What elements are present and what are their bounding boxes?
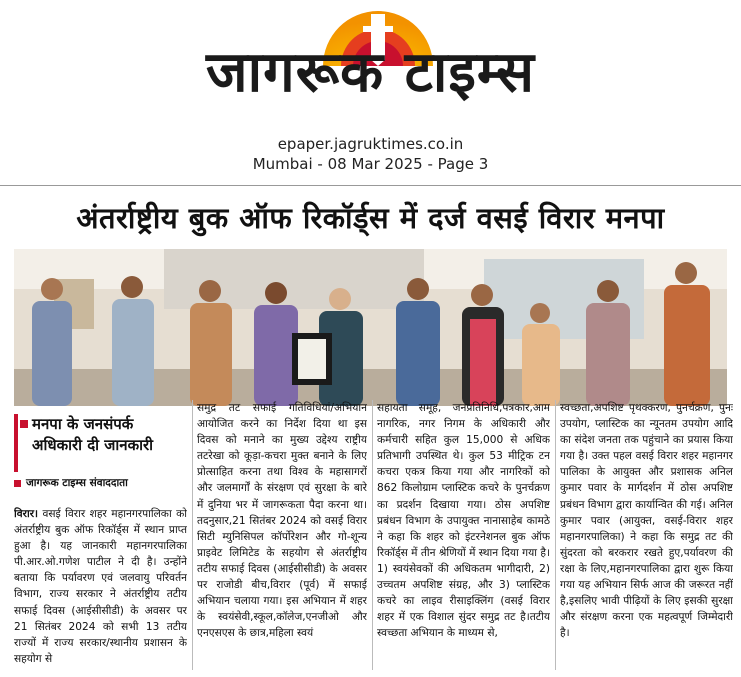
dateline: विरार। xyxy=(14,508,39,520)
byline-text: जागरूक टाइम्स संवाददाता xyxy=(26,477,128,489)
masthead xyxy=(0,0,741,185)
byline xyxy=(14,476,187,490)
column-divider xyxy=(372,400,373,670)
bullet-square-icon xyxy=(20,420,28,428)
article-column-1 xyxy=(14,506,187,677)
subheading xyxy=(32,414,192,456)
article-column-4: स्वच्छता,अपशिष्ट पृथक्करण, पुनर्चक्रण, पुनः उपयोग, प्लास्टिक का न्यूनतम उपयोग आदि का संदेश जनता तक पहुंचाने का प्रयास किया गया है। उक्त पहल वसई विरार शहर महानगर पालिका के आयुक्त और प्रशासक अनिल कुमार पवार के मार्गदर्शन में ठोस अपशिष्ट प्रबंधन विभाग द्वारा कार्यान्वित की गई। अनिल कुमार पवार (आयुक्त, वसई-विरार शहर महानगरपालिका) ने कहा कि समुद्र तट की सुंदरता को बरकरार रखते हुए,पर्यावरण की रक्षा के लिए,महानगरपालिका द्वारा शुरू किया गया यह अभियान सिर्फ आज की जरूरत नहीं है,इसलिए भावी पीढ़ियों के लिए इसकी सुरक्षा और संरक्षण करना एक महत्वपूर्ण जिम्मेदारी है। xyxy=(560,402,733,640)
article-column-2: समुद्र तट सफाई गतिविधियां/अभियान आयोजित करने का निर्देश दिया था इस दिवस को मनाने का मुख्य उद्देश्य राष्ट्रीय तटरेखा को कूड़ा-कचरा मुक्त बनाने के लिए प्रोत्साहित करना तथा विश्व के महासागरों और जलमार्गों के संरक्षण एवं सुरक्षा के बारे में दुनिया भर में जागरूकता पैदा करना था। तदनुसार,21 सितंबर 2024 को वसई विरार सिटी म्युनिसिपल कॉर्पोरेशन और गो-शून्य प्राइवेट लिमिटेड के सहयोग से अंतर्राष्ट्रीय तटीय सफाई दिवस (आईसीसीडी) के अवसर पर राजोडी बीच,विरार (पूर्व) में सफाई अभियान चलाया गया। इस अभियान में शहर के स्वयंसेवी,स्कूल,कॉलेज,एनजीओ और एनएसएस के छात्र,महिला स्वयं xyxy=(197,402,367,640)
bullet-square-icon xyxy=(14,480,21,487)
divider xyxy=(0,185,741,186)
group-photo xyxy=(14,249,727,406)
subheading-line-1: मनपा के जनसंपर्क xyxy=(32,415,134,433)
column-divider xyxy=(555,400,556,670)
sidebar-highlight-box xyxy=(14,414,191,472)
article-column-3: सहायता समूह, जनप्रतिनिधि,पत्रकार,आम नागरिक, नगर निगम के अधिकारी और कर्मचारी सहित कुल 15,000 से अधिक प्रतिभागी उपस्थित थे। कुल 53 मीट्रिक टन कचरा एकत्र किया गया और नागरिकों को 862 किलोग्राम प्लास्टिक कचरे के पुनर्चक्रण का प्रदर्शन दिखाया गया। ठोस अपशिष्ट प्रबंधन विभाग के उपायुक्त नानासाहेब कामठे ने कहा कि शहर को इंटरनेशनल बुक ऑफ रिकॉर्ड्स में तीन श्रेणियों में स्थान दिया गया है। 1) स्वयंसेवकों की अधिकतम भागीदारी, 2) उच्चतम अपशिष्ट संग्रह, और 3) प्लास्टिक कचरे का लाइव रीसाइक्लिंग (वसई विरार शहर में एक विशाल सुंदर समुद्र तट है।तटीय स्वच्छता अभियान के माध्यम से, xyxy=(377,402,550,640)
subheading-line-2: अधिकारी दी जानकारी xyxy=(32,436,154,454)
article-headline: अंतर्राष्ट्रीय बुक ऑफ रिकॉर्ड्स में दर्ज वसई विरार मनपा xyxy=(76,201,665,235)
masthead-logo: जागरूक टाइम्स xyxy=(206,40,535,105)
epaper-url[interactable]: epaper.jagruktimes.co.in xyxy=(277,135,464,153)
edition-date: Mumbai - 08 Mar 2025 - Page 3 xyxy=(252,155,489,173)
column-1-text: वसई विरार शहर महानगरपालिका को अंतर्राष्ट्रीय बुक ऑफ रिकॉर्ड्स में स्थान प्राप्त हुआ है। यह जानकारी महानगरपालिका पी.आर.ओ.गणेश पाटील ने दी है। उन्होंने बताया कि पर्यावरण एवं जलवायु परिवर्तन विभाग, राज्य सरकार ने अंतर्राष्ट्रीय तटीय सफाई दिवस (आईसीसीडी) के अवसर पर 21 सितंबर 2024 को सभी 13 तटीय राज्यों में राज्य सरकार/स्थानीय प्रशासन के सहयोग से xyxy=(14,508,187,665)
column-divider xyxy=(192,400,193,670)
